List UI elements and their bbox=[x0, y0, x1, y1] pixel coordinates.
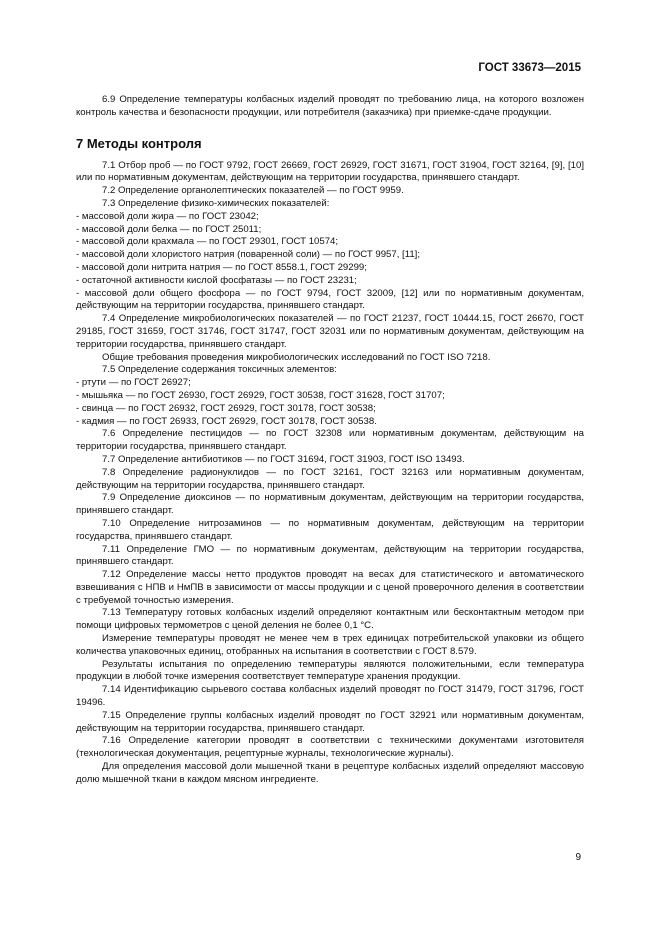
paragraph: - мышьяка — по ГОСТ 26930, ГОСТ 26929, ГОСТ 30538, ГОСТ 31628, ГОСТ 31707; bbox=[76, 389, 445, 401]
paragraph: 7.3 Определение физико-химических показателей: bbox=[102, 197, 330, 209]
paragraph: Для определения массовой доли мышечной ткани в рецептуре колбасных изделий определяют массовую долю мышечной ткани в каждом мясном ингредиенте. bbox=[76, 761, 584, 785]
paragraph: 7.4 Определение микробиологических показателей — по ГОСТ 21237, ГОСТ 10444.15, ГОСТ 26670, ГОСТ 29185, ГОСТ 31659, ГОСТ 31746, ГОСТ 31747, ГОСТ 32031 или по нормативным документам, действующим на территории государства, принявшего стандарт. bbox=[76, 313, 584, 350]
paragraph: - кадмия — по ГОСТ 26933, ГОСТ 26929, ГОСТ 30178, ГОСТ 30538. bbox=[76, 415, 377, 427]
paragraph: 7.15 Определение группы колбасных изделий проводят по ГОСТ 32921 или нормативным документам, действующим на территории государства, принявшего стандарт. bbox=[76, 709, 584, 734]
paragraph: - массовой доли крахмала — по ГОСТ 29301, ГОСТ 10574; bbox=[76, 236, 339, 248]
paragraph: 7.7 Определение антибиотиков — по ГОСТ 31694, ГОСТ 31903, ГОСТ ISO 13493. bbox=[102, 453, 465, 465]
document-body bbox=[76, 94, 584, 787]
paragraph: 7.9 Определение диоксинов — по нормативным документам, действующим на территории государства, принявшего стандарт. bbox=[76, 492, 584, 517]
paragraph: - свинца — по ГОСТ 26932, ГОСТ 26929, ГОСТ 30178, ГОСТ 30538; bbox=[76, 402, 376, 414]
paragraph: Измерение температуры проводят не менее чем в трех единицах потребительской упаковки из общего количества упаковочных единиц, отобранных на испытания в соответствии с ГОСТ 8.579. bbox=[76, 633, 584, 657]
paragraph: - массовой доли жира — по ГОСТ 23042; bbox=[76, 210, 259, 222]
paragraph: 6.9 Определение температуры колбасных изделий проводят по требованию лица, на которого возложен контроль качества и безопасности продукции, или потребителя (заказчика) при приемке-сдаче продукции. bbox=[76, 94, 584, 118]
page-number: 9 bbox=[575, 852, 581, 863]
paragraph: 7.8 Определение радионуклидов — по ГОСТ 32161, ГОСТ 32163 или нормативным документам, действующим на территории государства, принявшего стандарт. bbox=[76, 466, 584, 491]
paragraph: 7.16 Определение категории проводят в соответствии с техническими документами изготовителя (технологическая документация, рецептурные журналы, технологические журналы). bbox=[76, 735, 584, 760]
paragraph: - остаточной активности кислой фосфатазы — по ГОСТ 23231; bbox=[76, 274, 357, 286]
paragraph: - массовой доли хлористого натрия (поваренной соли) — по ГОСТ 9957, [11]; bbox=[76, 249, 420, 261]
paragraph: 7.11 Определение ГМО — по нормативным документам, действующим на территории государства, принявшего стандарт. bbox=[76, 543, 584, 568]
paragraph: 7.2 Определение органолептических показателей — по ГОСТ 9959. bbox=[102, 185, 404, 197]
paragraph: - массовой доли белка — по ГОСТ 25011; bbox=[76, 223, 262, 235]
paragraph: - ртути — по ГОСТ 26927; bbox=[76, 377, 191, 389]
paragraph: 7.1 Отбор проб — по ГОСТ 9792, ГОСТ 26669, ГОСТ 26929, ГОСТ 31671, ГОСТ 31904, ГОСТ 32164, [9], [10] или по нормативным документам, действующим на территории государства, принявшего стандарт. bbox=[76, 159, 584, 184]
paragraph: 7.10 Определение нитрозаминов — по нормативным документам, действующим на территории государства, принявшего стандарт. bbox=[76, 517, 584, 542]
paragraph: - массовой доли нитрита натрия — по ГОСТ 8558.1, ГОСТ 29299; bbox=[76, 261, 367, 273]
section-heading: 7 Методы контроля bbox=[76, 135, 202, 151]
paragraph: - массовой доли общего фосфора — по ГОСТ 9794, ГОСТ 32009, [12] или по нормативным документам, действующим на территории государства, принявшего стандарт. bbox=[76, 287, 584, 312]
paragraph: 7.5 Определение содержания токсичных элементов: bbox=[102, 364, 337, 376]
paragraph: 7.12 Определение массы нетто продуктов проводят на весах для статистического и автоматического взвешивания с НПВ и НмПВ в зависимости от массы продукции и с ценой проверочного деления в соответствии с требуемой точностью измерения. bbox=[76, 569, 584, 606]
standard-header: ГОСТ 33673—2015 bbox=[478, 62, 581, 74]
paragraph: 7.6 Определение пестицидов — по ГОСТ 32308 или нормативным документам, действующим на территории государства, принявшего стандарт. bbox=[76, 428, 584, 453]
paragraph: Общие требования проведения микробиологических исследований по ГОСТ ISO 7218. bbox=[102, 351, 491, 363]
paragraph: Результаты испытания по определению температуры являются положительными, если температура продукции в любой точке измерения соответствует температуре хранения продукции. bbox=[76, 658, 584, 683]
paragraph: 7.13 Температуру готовых колбасных изделий определяют контактным или бесконтактным методом при помощи цифровых термометров с ценой деления не более 0,1 °С. bbox=[76, 607, 584, 632]
paragraph: 7.14 Идентификацию сырьевого состава колбасных изделий проводят по ГОСТ 31479, ГОСТ 31796, ГОСТ 19496. bbox=[76, 684, 584, 709]
